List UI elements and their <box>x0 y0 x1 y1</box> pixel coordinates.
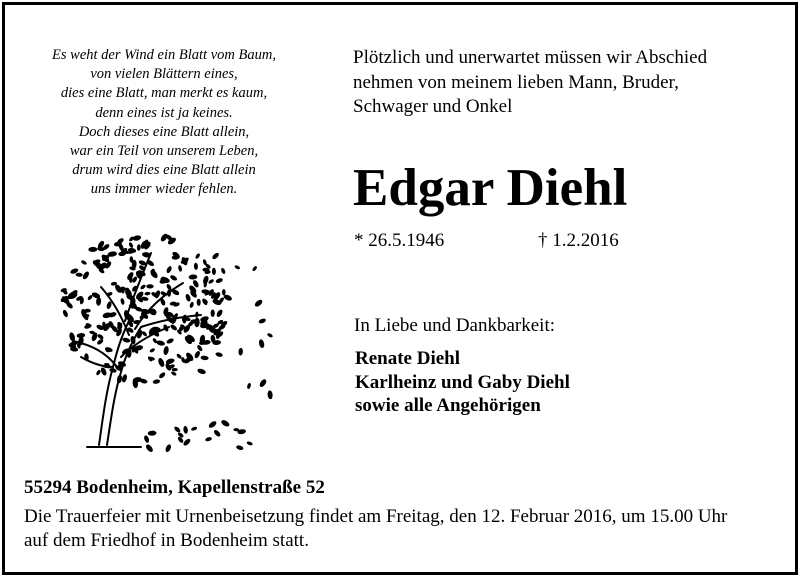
leaf <box>145 443 154 453</box>
leaf <box>137 244 141 251</box>
leaf <box>152 379 160 385</box>
leaf <box>216 309 224 318</box>
leaf <box>82 270 91 280</box>
leaf <box>195 311 199 318</box>
windblown-tree-icon <box>51 217 281 457</box>
leaf <box>120 298 125 305</box>
leaf <box>197 368 207 375</box>
leaf <box>197 299 201 306</box>
leaf <box>158 371 166 379</box>
leaf <box>258 318 266 325</box>
leaf <box>100 367 108 377</box>
funeral-notice <box>24 505 794 553</box>
leaf <box>189 301 194 308</box>
leaf <box>166 265 173 274</box>
leaf <box>215 277 223 284</box>
notice-line: Die Trauerfeier mit Urnenbeisetzung findet am Freitag, den 12. Februar 2016, um 15.00 Uhr <box>24 506 728 527</box>
leaf <box>188 274 197 280</box>
leaf <box>220 267 226 274</box>
intro-text <box>353 46 783 120</box>
leaf <box>236 445 244 451</box>
obituary-frame <box>2 2 798 575</box>
leaf <box>211 252 220 261</box>
leaf <box>96 297 101 306</box>
leaf <box>75 273 82 277</box>
leaf <box>258 339 265 349</box>
intro-line: nehmen von meinem lieben Mann, Bruder, <box>353 71 679 93</box>
leaf <box>194 318 200 328</box>
leaf <box>166 337 175 344</box>
leaf <box>143 435 150 444</box>
poem-line: dies eine Blatt, man merkt es kaum, <box>60 85 268 102</box>
leaf <box>267 332 274 338</box>
leaf <box>172 368 178 372</box>
leaf <box>165 444 173 453</box>
leaf <box>213 429 222 438</box>
leaf <box>122 337 131 343</box>
leaf <box>167 290 171 297</box>
mourner-name: sowie alle Angehörigen <box>355 395 541 416</box>
mourners-list <box>355 347 570 418</box>
leaf <box>169 274 178 282</box>
leaf <box>258 378 267 388</box>
leaf <box>196 344 203 352</box>
leaf <box>148 430 157 436</box>
death-date: † 1.2.2016 <box>538 230 619 251</box>
leaf <box>234 265 241 270</box>
leaf <box>170 371 177 377</box>
leaf <box>178 265 183 272</box>
leaf <box>173 426 181 434</box>
leaf <box>200 355 208 360</box>
poem-line: drum wird dies eine Blatt allein <box>72 162 256 179</box>
leaf <box>205 436 213 442</box>
poem-line: von vielen Blättern eines, <box>90 66 238 83</box>
leaf <box>220 419 230 428</box>
leaf <box>121 374 128 383</box>
mourner-name: Karlheinz und Gaby Diehl <box>355 371 570 393</box>
leaf <box>146 284 153 288</box>
leaf <box>88 247 97 252</box>
leaf <box>185 293 192 302</box>
notice-line: auf dem Friedhof in Bodenheim statt. <box>24 530 309 551</box>
leaf <box>194 350 202 359</box>
leaf <box>194 263 198 270</box>
leaf <box>252 265 258 272</box>
leaf <box>149 348 156 354</box>
leaf <box>144 292 150 296</box>
poem-line: war ein Teil von unserem Leben, <box>69 143 259 160</box>
leaf <box>215 352 223 358</box>
thanks-line: In Liebe und Dankbarkeit: <box>354 315 556 336</box>
poem-line: Doch dieses eine Blatt allein, <box>78 123 250 140</box>
mourner-name: Renate Diehl <box>355 348 461 369</box>
leaf <box>267 390 273 399</box>
leaf <box>169 324 178 332</box>
leaf <box>208 420 218 429</box>
leaf <box>157 357 165 368</box>
leaf <box>208 278 215 284</box>
leaf <box>238 348 243 356</box>
leaf <box>183 426 188 434</box>
leaf <box>233 428 239 431</box>
birth-date: * 26.5.1946 <box>354 230 445 251</box>
leaf <box>163 346 169 356</box>
leaf <box>191 426 198 431</box>
poem-line: denn eines ist ja keines. <box>95 104 233 121</box>
poem-line: Es weht der Wind ein Blatt vom Baum, <box>52 47 276 63</box>
leaf <box>156 340 166 347</box>
deceased-name: Edgar Diehl <box>353 159 628 217</box>
leaf <box>76 333 85 339</box>
leaf <box>62 309 69 318</box>
poem <box>17 46 311 200</box>
leaf <box>254 298 264 307</box>
leaf <box>195 253 201 260</box>
poem-line: uns immer wieder fehlen. <box>90 181 238 198</box>
leaf <box>97 333 105 340</box>
leaf <box>246 441 253 446</box>
leaf <box>96 338 104 346</box>
leaf <box>182 438 191 447</box>
tree-leaves <box>60 233 229 389</box>
leaf <box>222 289 226 296</box>
intro-line: Plötzlich und unerwartet müssen wir Abschied <box>353 47 708 68</box>
leaf <box>211 310 215 317</box>
leaf <box>212 268 216 275</box>
leaf <box>246 383 251 390</box>
intro-line: Schwager und Onkel <box>353 96 513 117</box>
address: 55294 Bodenheim, Kapellenstraße 52 <box>24 477 325 498</box>
leaf <box>95 369 101 376</box>
leaf <box>80 260 87 266</box>
leaf <box>136 329 143 339</box>
leaf <box>140 284 147 290</box>
leaf <box>128 242 134 249</box>
